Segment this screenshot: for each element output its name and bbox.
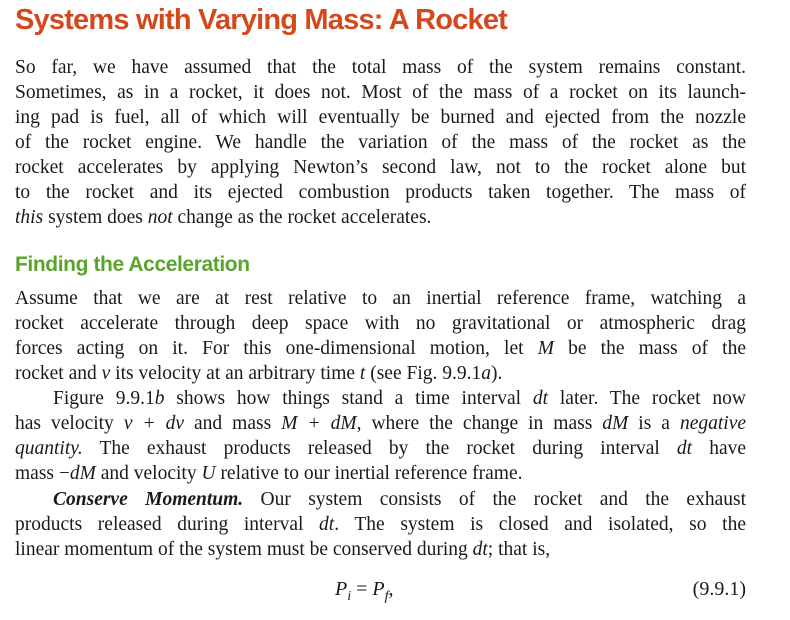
math-var: a [481,363,491,384]
text-line [15,361,746,386]
text-run: (see Fig. 9.9.1 [365,363,482,384]
text-run: . The system is closed and isolated, so the [334,514,746,535]
text-run: rocket and [15,363,102,384]
punctuation: , [388,578,394,600]
text-line: rocket accelerate through deep space with no gravitational or atmospheric drag [15,313,746,334]
intro-paragraph [15,55,746,230]
text-run: system does [43,207,148,228]
text-line [15,487,746,512]
equals-sign: = [351,578,373,600]
math-symbol: P [335,578,348,600]
run-in-heading: Conserve Momentum. [53,489,244,510]
body-paragraph-1 [15,286,746,386]
text-line [15,386,746,411]
text-line: rocket accelerates by applying Newton’s second law, not to the rocket alone but [15,157,746,178]
text-line [15,537,746,562]
text-run: is a [628,413,680,434]
text-line [15,512,746,537]
text-line: Assume that we are at rest relative to an inertial reference frame, watching a [15,288,746,309]
text-run: forces acting on it. For this one-dimensional motion, let [15,338,538,359]
math-var: dM [69,463,96,484]
math-var: t [359,363,366,384]
text-line [15,336,746,361]
math-var: dM [602,413,629,434]
body-paragraph-3 [15,487,746,562]
text-run: ). [491,363,503,384]
math-symbol: P [372,578,385,600]
text-run: later. The rocket now [548,388,746,409]
text-run: change as the rocket accelerates. [172,207,432,228]
text-run: relative to our inertial reference frame. [215,463,523,484]
math-var [335,578,352,604]
text-line: So far, we have assumed that the total mass of the system remains constant. [15,57,746,78]
math-var: v [101,363,111,384]
math-var: dt [472,539,488,560]
text-run: mass − [15,463,70,484]
text-run: Figure 9.9.1 [53,388,155,409]
text-line: to the rocket and its ejected combustion products taken together. The mass of [15,182,746,203]
math-var: dt [319,514,335,535]
math-var: dt [532,388,549,409]
body-paragraph-2 [15,386,746,486]
text-run: has velocity [15,413,124,434]
text-line [15,436,746,461]
emphasis: this [15,207,44,228]
text-line: Sometimes, as in a rocket, it does not. Most of the mass of a rocket on its launch- [15,82,746,103]
emphasis: negative [679,413,747,434]
text-run: and mass [184,413,282,434]
text-run: ; that is, [487,539,551,560]
equation-expression [335,576,394,610]
text-run: linear momentum of the system must be conserved during [15,539,473,560]
math-var: dt [676,438,693,459]
math-subscript: i [347,589,352,604]
math-subscript: f [384,589,389,604]
text-line [15,205,746,230]
emphasis: quantity. [15,438,83,459]
text-run: its velocity at an arbitrary time [110,363,360,384]
emphasis: not [147,207,173,228]
equation-number: (9.9.1) [692,578,746,600]
text-run: Our system consists of the rocket and the exhaust [243,489,746,510]
text-line: ing pad is fuel, all of which will eventually be burned and ejected from the nozzle [15,107,746,128]
subsection-title: Finding the Acceleration [15,253,250,276]
text-run: The exhaust products released by the rocket during interval [82,438,677,459]
text-run: , where the change in mass [356,413,603,434]
text-line [15,461,746,486]
math-var [372,578,389,604]
text-run: and velocity [95,463,202,484]
math-var: b [154,388,165,409]
text-run: shows how things stand a time interval [164,388,533,409]
math-var: v + dv [123,413,185,434]
text-run: be the mass of the [553,338,747,359]
math-var: U [201,463,216,484]
text-line: of the rocket engine. We handle the variation of the mass of the rocket as the [15,132,746,153]
math-var: M + dM [281,413,357,434]
text-run: have [692,438,746,459]
math-var: M [537,338,554,359]
text-run: products released during interval [15,514,320,535]
text-line [15,411,746,436]
section-title: Systems with Varying Mass: A Rocket [15,4,508,36]
